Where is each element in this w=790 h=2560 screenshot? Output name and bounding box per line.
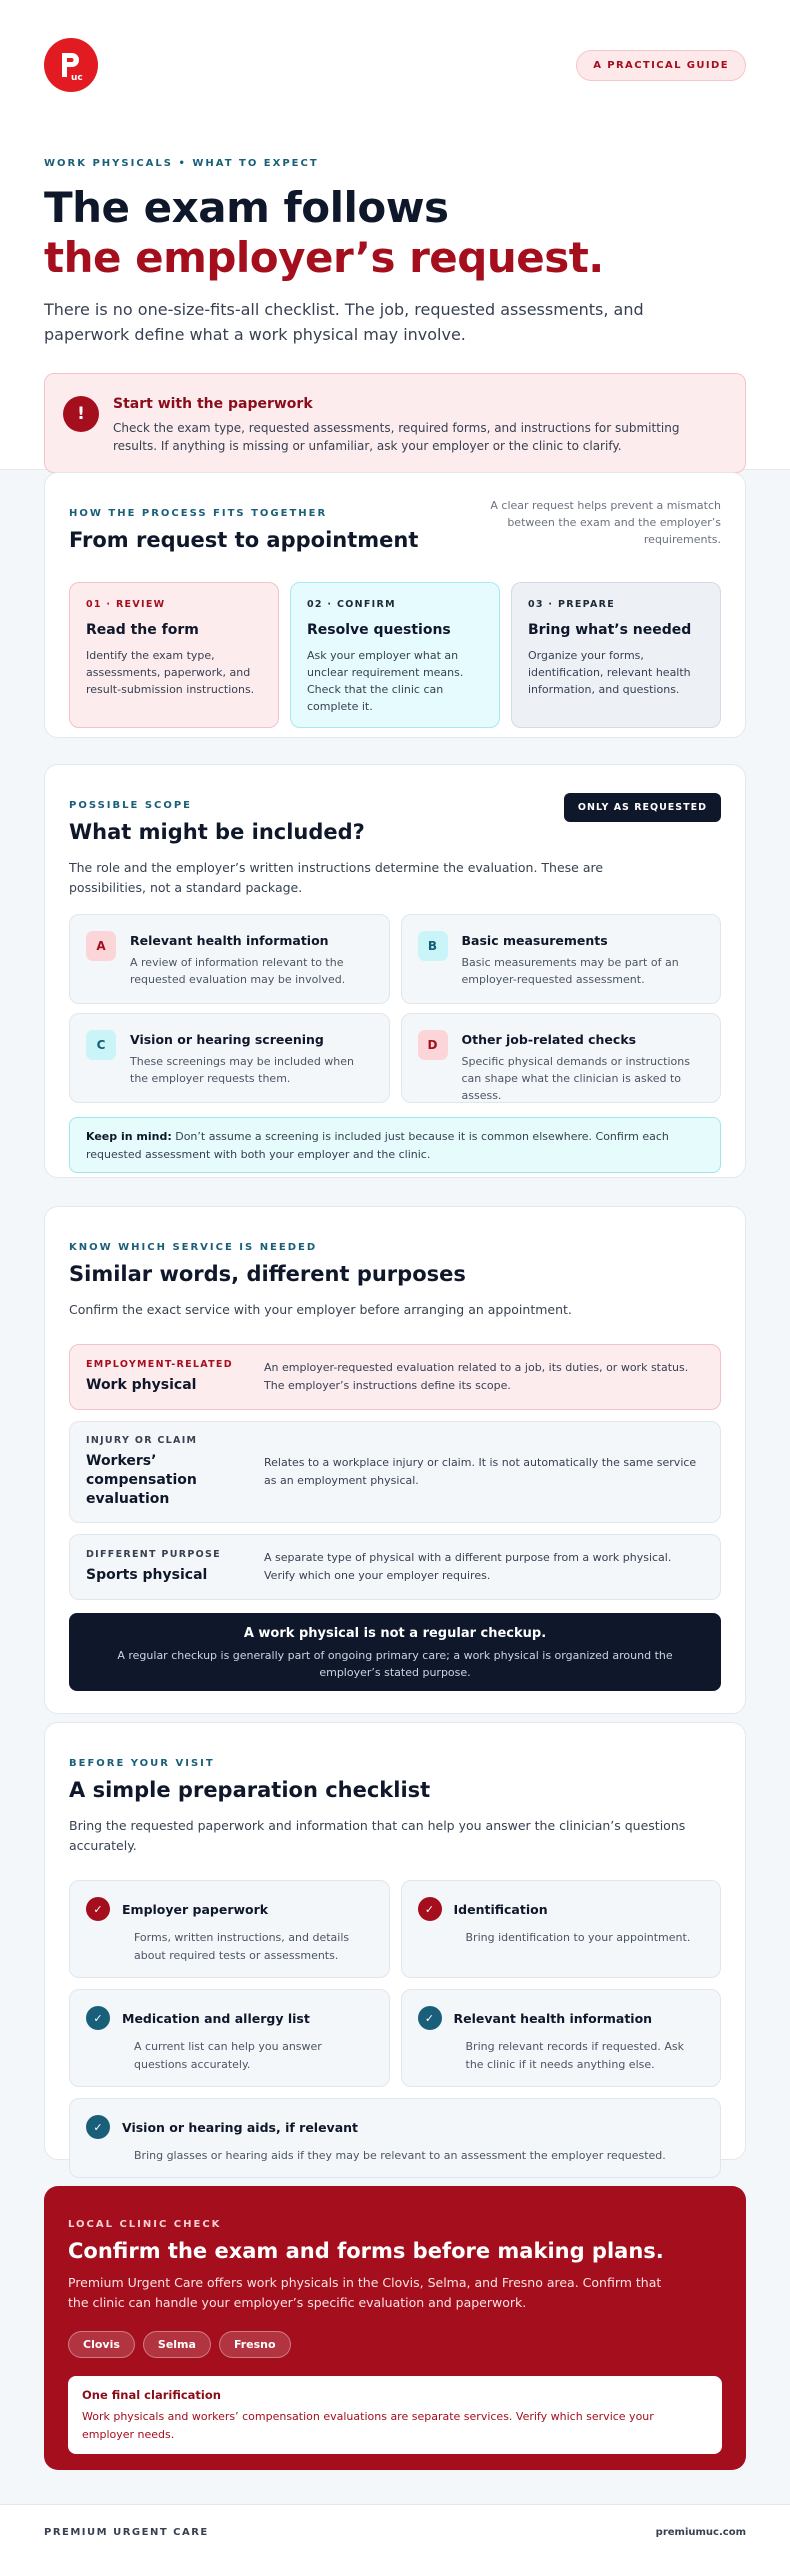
step-number: 01 · REVIEW <box>86 599 166 610</box>
service-description: A separate type of physical with a different purpose from a work physical. Verify which one your employer requires. <box>264 1551 672 1582</box>
alert-title: Start with the paperwork <box>113 396 313 412</box>
step-text: Organize your forms, identification, relevant health information, and questions. <box>528 649 691 696</box>
checklist-subtitle: Bring the requested paperwork and information that can help you answer the clinician’s questions accurately. <box>69 1818 686 1853</box>
banner-text: A regular checkup is generally part of ongoing primary care; a work physical is organized around the employer’s stated purpose. <box>117 1649 673 1679</box>
checklist-item-text: Forms, written instructions, and details about required tests or assessments. <box>134 1931 350 1962</box>
process-steps <box>69 582 721 728</box>
service-tag: INJURY OR CLAIM <box>86 1435 198 1446</box>
clinic-eyebrow: LOCAL CLINIC CHECK <box>68 2219 222 2230</box>
service-description: An employer-requested evaluation related to a job, its duties, or work status. The employer’s instructions define its scope. <box>264 1361 689 1392</box>
letter-b-icon: B <box>418 931 448 961</box>
scope-item-text: These screenings may be included when the employer requests them. <box>130 1055 355 1085</box>
page-title <box>44 183 746 283</box>
only-as-requested-badge: ONLY AS REQUESTED <box>564 793 721 822</box>
letter-c-icon: C <box>86 1030 116 1060</box>
checklist-item-aids <box>69 2098 721 2178</box>
checklist-item-health-info <box>401 1989 722 2087</box>
logo-text: uc <box>71 73 83 83</box>
city-list <box>68 2331 722 2358</box>
step-text: Ask your employer what an unclear requirement means. Check that the clinic can complete it. <box>307 649 464 713</box>
scope-item-job-checks <box>401 1013 722 1103</box>
logo-mark-icon <box>53 47 89 83</box>
hero-lead: There is no one-size-fits-all checklist. The job, requested assessments, and paperwork define what a work physical may involve. <box>44 300 644 344</box>
step-confirm <box>290 582 500 728</box>
service-workers-comp <box>69 1421 721 1523</box>
checklist-item-title: Relevant health information <box>453 2010 653 2026</box>
scope-grid <box>69 914 721 1103</box>
service-description: Relates to a workplace injury or claim. It is not automatically the same service as an employment physical. <box>264 1456 697 1487</box>
checklist-item-medication <box>69 1989 390 2087</box>
step-title: Bring what’s needed <box>528 622 692 638</box>
scope-item-health-info <box>69 914 390 1004</box>
page-title-line2: the employer’s request. <box>44 233 604 282</box>
scope-item-measurements <box>401 914 722 1004</box>
scope-item-text: Specific physical demands or instructions can shape what the clinician is asked to assess. <box>461 1055 690 1102</box>
check-icon: ✓ <box>86 2006 110 2030</box>
checklist-item-paperwork <box>69 1880 390 1978</box>
footer <box>0 2504 790 2560</box>
scope-item-title: Basic measurements <box>461 933 608 948</box>
scope-item-text: A review of information relevant to the requested evaluation may be involved. <box>130 956 346 986</box>
step-title: Read the form <box>86 622 199 638</box>
step-text: Identify the exam type, assessments, paperwork, and result-submission instructions. <box>86 649 255 696</box>
city-chip-fresno[interactable]: Fresno <box>219 2331 291 2358</box>
scope-title: What might be included? <box>69 820 365 844</box>
service-work-physical <box>69 1344 721 1410</box>
not-a-checkup-banner <box>69 1613 721 1691</box>
scope-item-title: Other job-related checks <box>461 1032 637 1047</box>
scope-card <box>44 764 746 1178</box>
service-tag: EMPLOYMENT-RELATED <box>86 1359 233 1370</box>
hero-top-bar <box>44 36 746 94</box>
final-clarification-title: One final clarification <box>82 2388 221 2402</box>
banner-title: A work physical is not a regular checkup. <box>243 1626 547 1641</box>
step-prepare <box>511 582 721 728</box>
scope-item-title: Vision or hearing screening <box>130 1032 324 1047</box>
step-number: 02 · CONFIRM <box>307 599 396 610</box>
checklist-item-text: Bring glasses or hearing aids if they may be relevant to an assessment the employer requested. <box>134 2149 666 2162</box>
service-tag: DIFFERENT PURPOSE <box>86 1549 221 1560</box>
services-card <box>44 1206 746 1714</box>
final-clarification <box>68 2376 722 2454</box>
checklist-card <box>44 1722 746 2160</box>
paperwork-alert <box>44 373 746 473</box>
footer-brand: PREMIUM URGENT CARE <box>44 2527 209 2538</box>
hero-section <box>0 0 790 470</box>
checklist-item-identification <box>401 1880 722 1978</box>
checklist-item-text: A current list can help you answer questions accurately. <box>134 2040 322 2071</box>
service-name: Workers’ compensation evaluation <box>86 1453 197 1507</box>
checklist-item-title: Identification <box>453 1901 548 1917</box>
clinic-card <box>44 2186 746 2470</box>
check-icon: ✓ <box>86 1897 110 1921</box>
city-chip-selma[interactable]: Selma <box>143 2331 211 2358</box>
check-icon: ✓ <box>418 1897 442 1921</box>
keep-in-mind-note <box>69 1117 721 1173</box>
scope-item-vision-hearing <box>69 1013 390 1103</box>
check-icon: ✓ <box>86 2115 110 2139</box>
checklist-item-text: Bring identification to your appointment. <box>465 1931 691 1944</box>
letter-a-icon: A <box>86 931 116 961</box>
keep-in-mind-text: Don’t assume a screening is included just because it is common elsewhere. Confirm each requested assessment with both your employer and the clinic. <box>86 1130 669 1161</box>
city-chip-clovis[interactable]: Clovis <box>68 2331 135 2358</box>
services-subtitle: Confirm the exact service with your employer before arranging an appointment. <box>69 1302 572 1317</box>
alert-exclamation-icon: ! <box>63 396 99 432</box>
checklist-grid <box>69 1880 721 2178</box>
services-title: Similar words, different purposes <box>69 1262 466 1286</box>
page-title-line1: The exam follows <box>44 183 449 232</box>
practical-guide-badge: A PRACTICAL GUIDE <box>576 50 746 81</box>
clinic-subtitle: Premium Urgent Care offers work physicals in the Clovis, Selma, and Fresno area. Confirm that the clinic can handle your employer’s specific evaluation and paperwork. <box>68 2275 662 2310</box>
process-eyebrow: HOW THE PROCESS FITS TOGETHER <box>69 508 328 519</box>
step-number: 03 · PREPARE <box>528 599 616 610</box>
check-icon: ✓ <box>418 2006 442 2030</box>
checklist-item-title: Vision or hearing aids, if relevant <box>122 2119 359 2135</box>
final-clarification-text: Work physicals and workers’ compensation evaluations are separate services. Verify which service your employer needs. <box>82 2410 654 2441</box>
checklist-item-title: Employer paperwork <box>122 1901 269 1917</box>
services-eyebrow: KNOW WHICH SERVICE IS NEEDED <box>69 1242 318 1253</box>
service-name: Work physical <box>86 1377 197 1393</box>
process-card <box>44 472 746 738</box>
process-note: A clear request helps prevent a mismatch between the exam and the employer’s requirements. <box>490 499 721 546</box>
scope-item-title: Relevant health information <box>130 933 329 948</box>
checklist-title: A simple preparation checklist <box>69 1778 431 1802</box>
letter-d-icon: D <box>418 1030 448 1060</box>
process-title: From request to appointment <box>69 528 419 552</box>
alert-text: Check the exam type, requested assessments, required forms, and instructions for submitting results. If anything is missing or unfamiliar, ask your employer or the clinic to clarify. <box>113 421 680 453</box>
scope-item-text: Basic measurements may be part of an employer-requested assessment. <box>461 956 679 986</box>
clinic-title: Confirm the exam and forms before making plans. <box>68 2239 664 2263</box>
step-review <box>69 582 279 728</box>
keep-in-mind-label: Keep in mind: <box>86 1130 172 1143</box>
service-sports-physical <box>69 1534 721 1600</box>
service-name: Sports physical <box>86 1567 208 1583</box>
scope-eyebrow: POSSIBLE SCOPE <box>69 800 193 811</box>
footer-url-link[interactable]: premiumuc.com <box>655 2527 746 2538</box>
hero-eyebrow: WORK PHYSICALS • WHAT TO EXPECT <box>44 158 319 169</box>
checklist-item-title: Medication and allergy list <box>122 2010 310 2026</box>
scope-subtitle: The role and the employer’s written instructions determine the evaluation. These are possibilities, not a standard package. <box>69 860 604 895</box>
step-title: Resolve questions <box>307 622 451 638</box>
checklist-eyebrow: BEFORE YOUR VISIT <box>69 1758 215 1769</box>
checklist-item-text: Bring relevant records if requested. Ask the clinic if it needs anything else. <box>465 2040 684 2071</box>
brand-logo[interactable] <box>44 38 98 92</box>
